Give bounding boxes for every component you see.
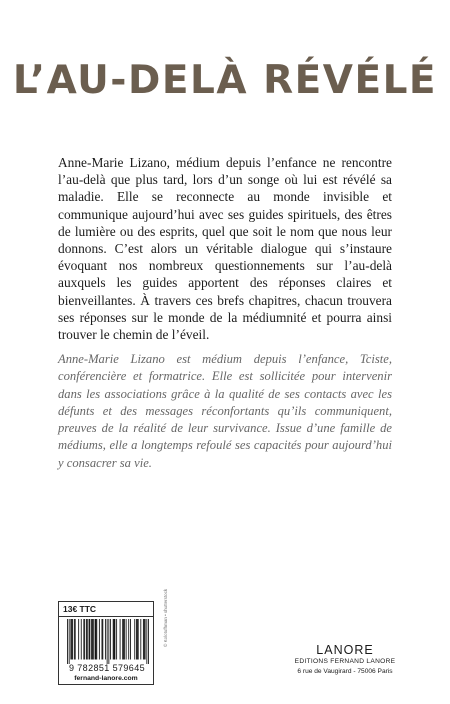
back-cover-blurb: Anne-Marie Lizano, médium depuis l’enfance ne rencontre l’au-delà que plus tard, lors d’un songe où lui est révélé sa maladie. Elle se reconnecte au monde invisible et communique aujourd’hui avec ses guides spirituels, des êtres de lumière ou des esprits, quel que soit le nom que nous leur donnons. C’est alors un véritable dialogue qui s’instaure évoquant nos nombreux questionnements sur l’au-delà auxquels les guides apportent des réponses claires et bienveillantes. À travers ces brefs chapitres, chacun trouvera ses réponses sur le monde de la médiumnité et pourra ainsi trouver le chemin de l’éveil. [58, 155, 392, 343]
barcode-bar [89, 619, 90, 660]
barcode-bar [107, 619, 108, 664]
barcode-bar [95, 619, 96, 660]
barcode-bar [105, 619, 106, 660]
barcode-bar [145, 619, 146, 660]
barcode-bar [96, 619, 97, 660]
barcode-bar [146, 619, 147, 664]
barcode-bar [114, 619, 115, 660]
barcode-bar [114, 619, 115, 660]
publisher-website: fernand-lanore.com [74, 675, 138, 682]
barcode-bar [143, 619, 144, 660]
publisher-address: 6 rue de Vaugirard - 75006 Paris [297, 668, 393, 675]
barcode-bar [81, 619, 82, 660]
barcode-bar [67, 619, 68, 664]
barcode-bar [87, 619, 88, 660]
barcode-bar [144, 619, 145, 660]
price-barcode-box [58, 601, 154, 685]
barcode-bar [122, 619, 123, 660]
barcode-bar [93, 619, 94, 660]
barcode-bar [75, 619, 76, 660]
barcode-bar [113, 619, 114, 660]
book-title: L’AU-DELÀ RÉVÉLÉ [12, 58, 438, 103]
author-bio: Anne-Marie Lizano est médium depuis l’enfance, Tciste, conférencière et formatrice. Elle est sollicitée pour intervenir dans les associations grâce à la qualité de ses contacts avec les défunts et des messages réconfortants qu’ils communiquent, preuves de la réalité de leur survivance. Issue d’une famille de médiums, elle a longtemps refoulé ses capacités pour aujourd’hui y consacrer sa vie. [58, 352, 392, 470]
barcode-bar [102, 619, 103, 660]
barcode-bar [84, 619, 85, 660]
barcode-bar [137, 619, 138, 660]
barcode-bar [108, 619, 109, 664]
barcode-bar [102, 619, 103, 660]
barcode-bar [148, 619, 149, 664]
barcode-bar [71, 619, 72, 660]
barcode-bar [74, 619, 75, 660]
publisher-name: LANORE [316, 643, 374, 657]
barcode-bar [86, 619, 87, 660]
barcode-bar [123, 619, 124, 660]
barcode-bar [138, 619, 139, 660]
price-label: 13€ TTC [59, 602, 153, 617]
barcode-bar [128, 619, 129, 660]
barcode-bar [89, 619, 90, 660]
barcode-bar [134, 619, 135, 660]
barcode-bar [83, 619, 84, 660]
barcode-bar [130, 619, 131, 660]
barcode-bar [110, 619, 111, 660]
barcode-bar [120, 619, 121, 660]
publisher-full-name: EDITIONS FERNAND LANORE [294, 658, 396, 665]
barcode-bar [124, 619, 125, 660]
barcode-bar [95, 619, 96, 660]
barcode-bar [69, 619, 70, 664]
barcode-bar [92, 619, 93, 660]
barcode-bar [140, 619, 141, 660]
barcode-bar [78, 619, 79, 660]
barcode-bar [136, 619, 137, 660]
photo-credit: © Kolotufhman • shutterstock [163, 588, 168, 647]
barcode-bar [126, 619, 127, 660]
publisher-block [270, 643, 420, 676]
barcode-bar [99, 619, 100, 660]
isbn-number: 9 782851 579645 [68, 663, 146, 673]
barcode-bar [70, 619, 71, 660]
barcode-bar [116, 619, 117, 660]
barcode-bar [91, 619, 92, 660]
barcode-bar [72, 619, 73, 660]
isbn-barcode [67, 619, 149, 664]
